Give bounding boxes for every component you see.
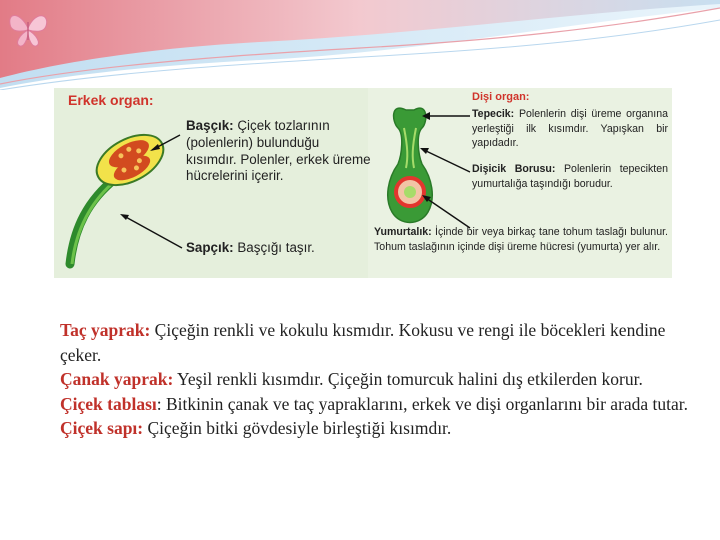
pistil-shape xyxy=(388,108,433,222)
stigma-description xyxy=(472,107,668,151)
style-text: Polenlerin tepecikten yumurtalığa taşındığı borudur. xyxy=(472,163,668,190)
ovary-text: İçinde bir veya birkaç tane tohum taslağı bulunur. Tohum taslağının içinde dişi üreme hücresi (yumurta) yer alır. xyxy=(374,226,668,253)
definitions-text xyxy=(60,318,694,441)
definition-text: Yeşil renkli kısımdır. Çiçeğin tomurcuk halini dış etkilerden korur. xyxy=(177,369,643,390)
anther-label: Başçık: xyxy=(186,118,234,133)
definition-text: Çiçeğin renkli ve kokulu kısmıdır. Kokusu ve rengi ile böcekleri kendine çeker. xyxy=(60,320,666,365)
definition-term: Çanak yaprak: xyxy=(60,369,174,390)
style-label: Dişicik Borusu: xyxy=(472,163,556,175)
ovary-label: Yumurtalık: xyxy=(374,226,432,238)
header-decoration xyxy=(0,0,720,90)
female-organ-title: Dişi organ: xyxy=(472,91,530,103)
filament-arrow xyxy=(124,216,182,248)
flower-organ-diagram xyxy=(54,88,672,278)
ovary-description xyxy=(374,225,668,254)
stigma-text: Polenlerin dişi üreme organına yerleştiği ilk kısımdır. Yapışkan bir yapıdadır. xyxy=(472,108,668,150)
definition-term: Çiçek tablası xyxy=(60,393,157,414)
definition-sepal xyxy=(60,367,694,392)
definition-text: Çiçeğin bitki gövdesiyle birleştiği kısımdır. xyxy=(147,418,452,439)
butterfly-icon xyxy=(6,6,50,50)
definition-receptacle xyxy=(60,392,694,417)
definition-petal xyxy=(60,318,694,367)
definition-term: Çiçek sapı: xyxy=(60,418,144,439)
style-arrow xyxy=(424,150,470,172)
definition-text: : Bitkinin çanak ve taç yapraklarını, erkek ve dişi organlarını bir arada tutar. xyxy=(156,393,689,414)
filament-shape xyxy=(70,178,116,264)
anther-text: Çiçek tozlarının (polenlerin) bulunduğu kısımdır. Polenler, erkek üreme hücrelerini içerir. xyxy=(186,118,371,184)
definition-pedicel xyxy=(60,416,694,441)
definition-term: Taç yaprak: xyxy=(60,320,151,340)
stigma-label: Tepecik: xyxy=(472,108,515,120)
male-organ-title: Erkek organ: xyxy=(68,92,154,108)
anther-description xyxy=(186,118,372,185)
filament-description xyxy=(186,240,372,257)
filament-label: Sapçık: xyxy=(186,240,234,255)
anther-shape xyxy=(88,125,171,196)
ovary-arrow xyxy=(426,198,470,228)
filament-text: Başçığı taşır. xyxy=(237,240,315,255)
style-description xyxy=(472,162,668,191)
